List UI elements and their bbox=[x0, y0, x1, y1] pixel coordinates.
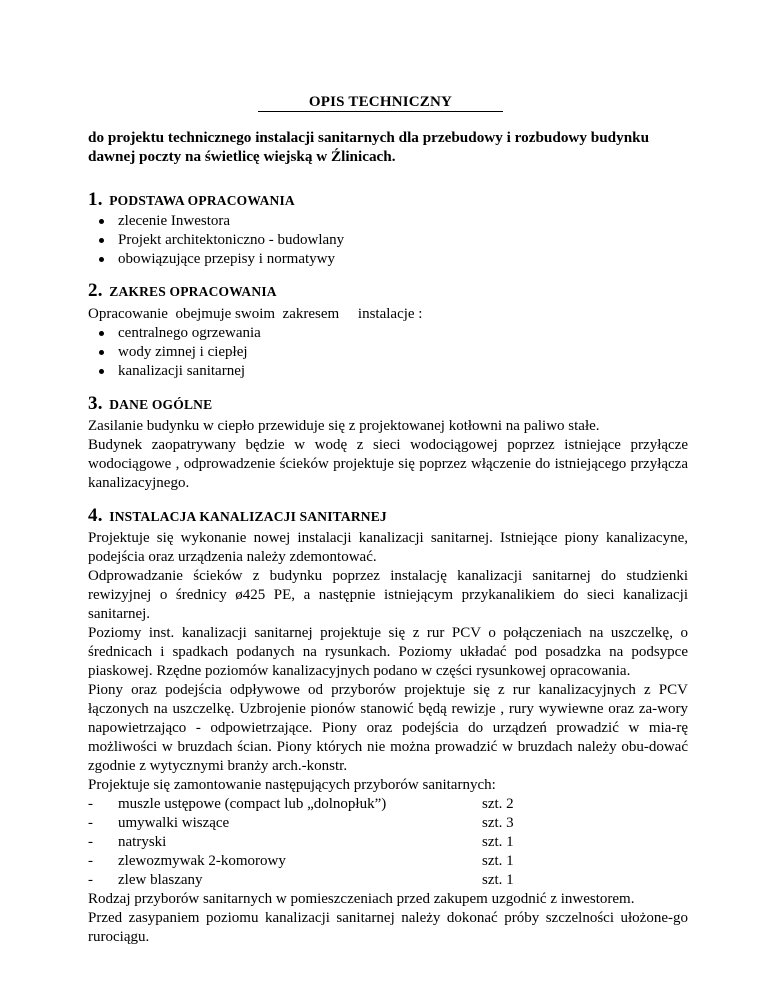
fixture-row bbox=[88, 833, 688, 852]
fixture-qty: szt. 1 bbox=[482, 834, 514, 850]
section-1-heading bbox=[88, 190, 295, 211]
paragraph: Rodzaj przyborów sanitarnych w pomieszczeniach przed zakupem uzgodnić z inwestorem. bbox=[88, 891, 635, 907]
section-number: 4. bbox=[88, 505, 103, 526]
paragraph-line: Zasilanie budynku w ciepło przewiduje się z projektowanej kotłowni na paliwo stałe. bbox=[88, 418, 600, 434]
fixture-name: zlewozmywak 2-komorowy bbox=[118, 853, 286, 869]
section-2-heading bbox=[88, 281, 277, 302]
list-item: Projekt architektoniczno - budowlany bbox=[96, 231, 344, 250]
section-title: PODSTAWA OPRACOWANIA bbox=[109, 193, 295, 208]
section-4-text bbox=[88, 529, 688, 947]
document-subtitle: do projektu technicznego instalacji sanitarnych dla przebudowy i rozbudowy budynku dawnej poczty na świetlicę wiejską w Źlinicach. bbox=[88, 129, 650, 165]
paragraph: Przed zasypaniem poziomu kanalizacji sanitarnej należy dokonać próby szczelności ułożone-go rurociągu. bbox=[88, 910, 688, 945]
section-title: ZAKRES OPRACOWANIA bbox=[109, 284, 277, 299]
section-2-intro: Opracowanie obejmuje swoim zakresem instalacje : bbox=[88, 306, 423, 322]
fixture-row bbox=[88, 871, 688, 890]
list-item: wody zimnej i ciepłej bbox=[96, 343, 261, 362]
section-number: 2. bbox=[88, 280, 103, 301]
fixture-dash: - bbox=[88, 853, 93, 869]
fixture-name: muszle ustępowe (compact lub „dolnopłuk”) bbox=[118, 796, 387, 812]
paragraph: Piony oraz podejścia odpływowe od przyborów projektuje się z rur kanalizacyjnych z PCV łączonych na uszczelkę. Uzbrojenie pionów stanowić będą rewizje , rury wywiewne oraz za-wory napowietrzająco - odpowietrzające. Piony oraz podejścia do urządzeń prowadzić w mia-rę możliwości w bruzdach ścian. Piony których nie można prowadzić w bruzdach należy obu-dować zgodnie z wytycznymi branży arch.-konstr. bbox=[88, 682, 688, 774]
fixture-qty: szt. 1 bbox=[482, 853, 514, 869]
section-2-list bbox=[96, 324, 261, 381]
paragraph: Projektuje się zamontowanie następujących przyborów sanitarnych: bbox=[88, 777, 496, 793]
section-3-text bbox=[88, 417, 688, 493]
fixture-qty: szt. 2 bbox=[482, 796, 514, 812]
list-item: centralnego ogrzewania bbox=[96, 324, 261, 343]
fixtures-list bbox=[88, 795, 688, 890]
fixture-name: umywalki wiszące bbox=[118, 815, 230, 831]
list-item: kanalizacji sanitarnej bbox=[96, 362, 261, 381]
fixture-row bbox=[88, 814, 688, 833]
list-item: obowiązujące przepisy i normatywy bbox=[96, 250, 344, 269]
paragraph: Budynek zaopatrywany będzie w wodę z sieci wodociągowej poprzez istniejące przyłącze wodociągowe , odprowadzenie ścieków projektuje się poprzez włączenie do istniejącego przyłącza kanalizacyjnego. bbox=[88, 437, 688, 491]
document-title: OPIS TECHNICZNY bbox=[258, 93, 503, 112]
fixture-name: zlew blaszany bbox=[118, 872, 203, 888]
section-1-list bbox=[96, 212, 344, 269]
fixture-qty: szt. 3 bbox=[482, 815, 514, 831]
fixture-name: natryski bbox=[118, 834, 167, 850]
fixture-dash: - bbox=[88, 834, 93, 850]
section-3-heading bbox=[88, 394, 212, 415]
fixture-dash: - bbox=[88, 796, 93, 812]
section-title: DANE OGÓLNE bbox=[109, 397, 213, 412]
section-number: 1. bbox=[88, 189, 103, 210]
fixture-row bbox=[88, 852, 688, 871]
paragraph: Odprowadzanie ścieków z budynku poprzez instalację kanalizacji sanitarnej do studzienki rewizyjnej o średnicy ø425 PE, a następnie istniejącym przykanalikiem do sieci kanalizacji sanitarnej. bbox=[88, 568, 688, 622]
fixture-dash: - bbox=[88, 872, 93, 888]
paragraph: Poziomy inst. kanalizacji sanitarnej projektuje się z rur PCV o połączeniach na uszczelkę, o średnicach i spadkach podanych na rysunkach. Poziomy układać pod posadzka na podsypce piaskowej. Rzędne poziomów kanalizacyjnych podano w części rysunkowej opracowania. bbox=[88, 625, 688, 679]
fixture-qty: szt. 1 bbox=[482, 872, 514, 888]
section-number: 3. bbox=[88, 393, 103, 414]
fixture-dash: - bbox=[88, 815, 93, 831]
paragraph: Projektuje się wykonanie nowej instalacji kanalizacji sanitarnej. Istniejące piony kanalizacyne, podejścia oraz urządzenia należy zdemontować. bbox=[88, 530, 688, 565]
list-item: zlecenie Inwestora bbox=[96, 212, 344, 231]
section-4-heading bbox=[88, 506, 387, 527]
section-title: INSTALACJA KANALIZACJI SANITARNEJ bbox=[109, 509, 387, 524]
fixture-row bbox=[88, 795, 688, 814]
